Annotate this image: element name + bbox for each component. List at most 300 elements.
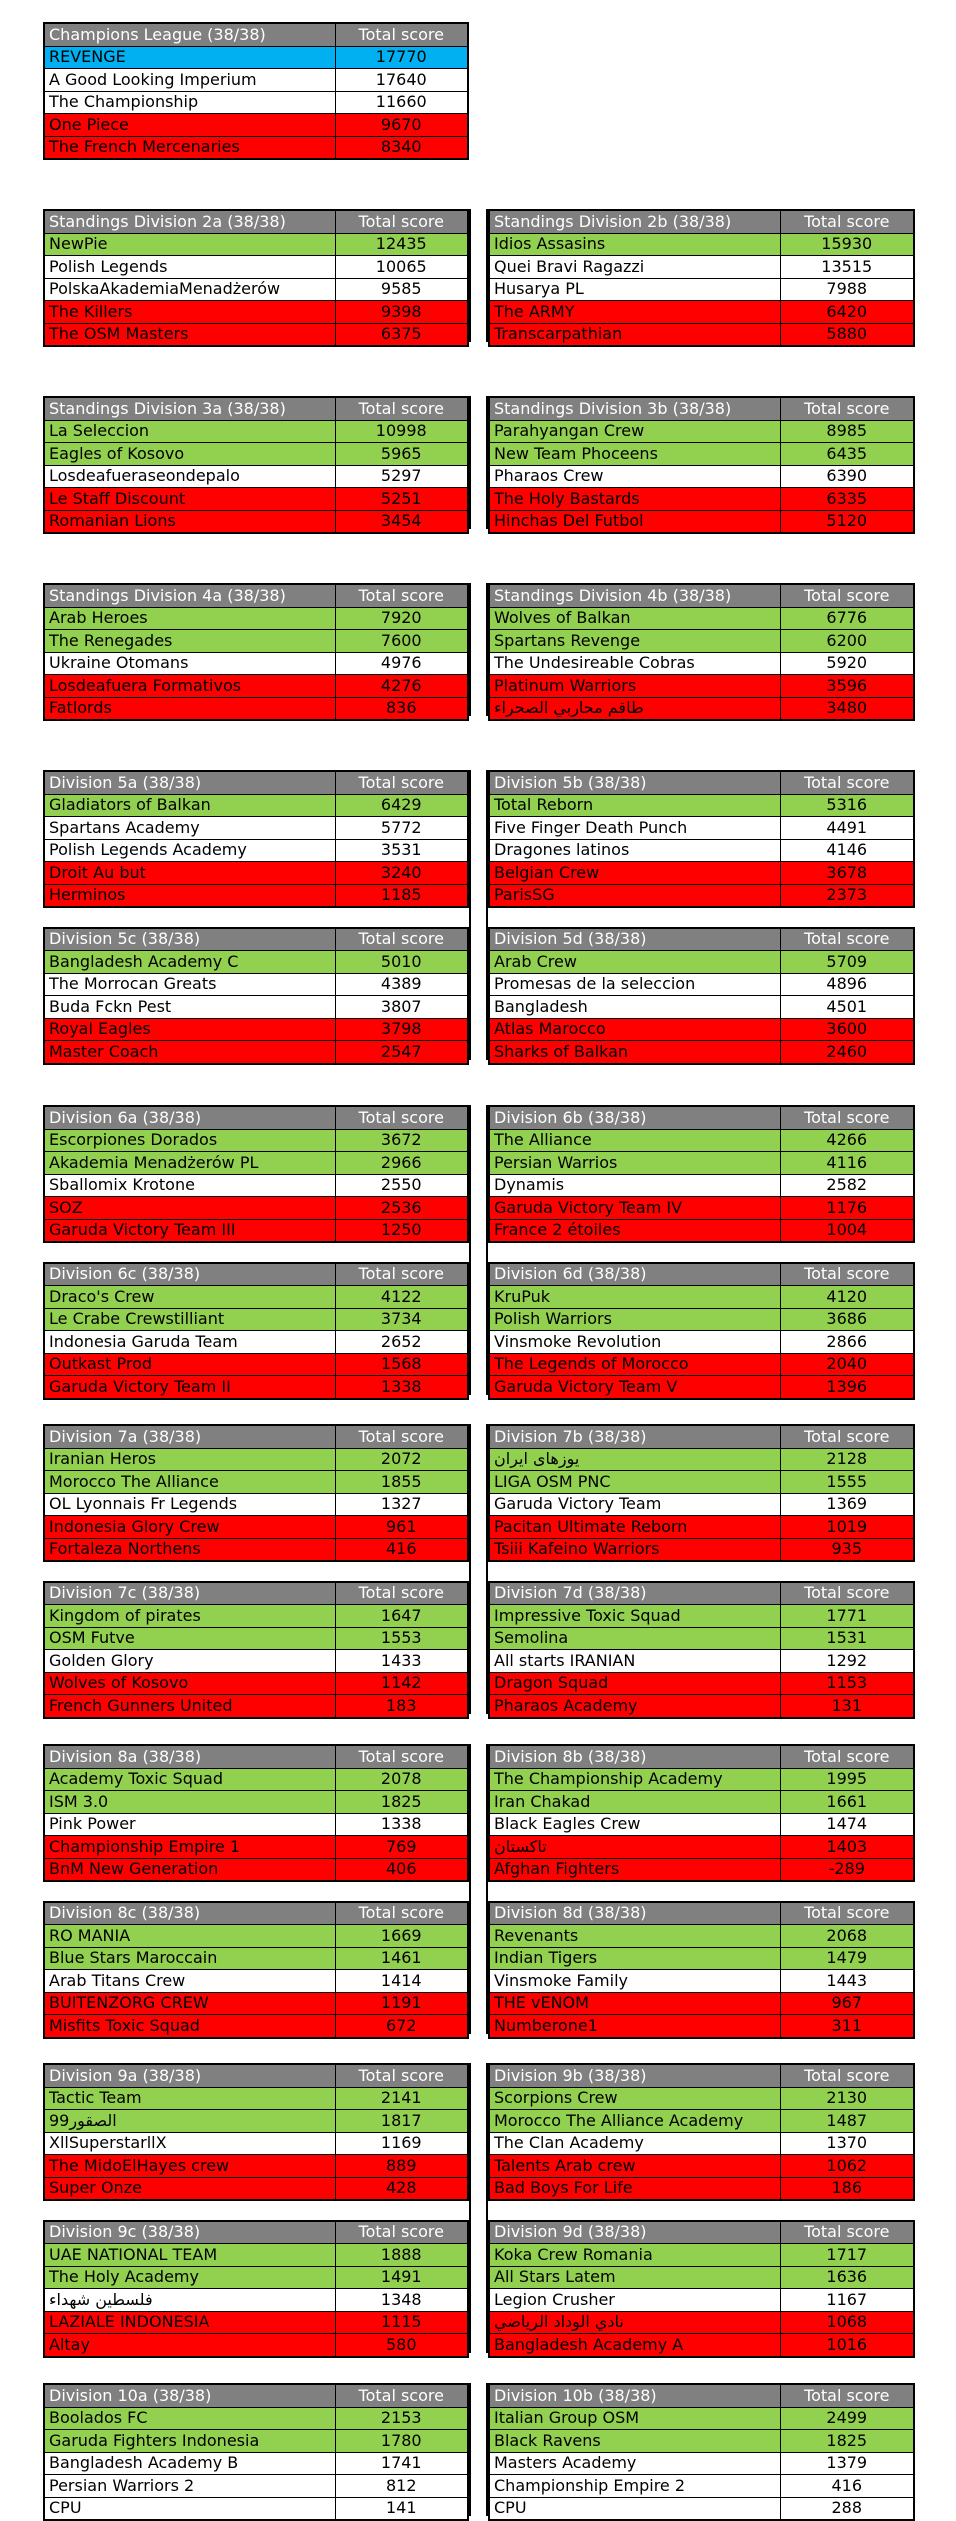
division-title: Division 5a (38/38): [44, 771, 335, 794]
team-score: 1370: [780, 2132, 914, 2155]
table-row: [489, 1672, 914, 1695]
team-name: Golden Glory: [44, 1650, 335, 1673]
team-name: The Morrocan Greats: [44, 973, 335, 996]
table-row: [489, 884, 914, 907]
team-name: Bangladesh: [489, 996, 780, 1019]
team-score: 2068: [780, 1925, 914, 1948]
team-score: 416: [335, 1538, 468, 1561]
team-name: REVENGE: [44, 46, 335, 69]
team-score: 1780: [335, 2430, 468, 2453]
team-name: Escorpiones Dorados: [44, 1129, 335, 1152]
team-score: 2078: [335, 1768, 468, 1791]
team-score: 4976: [335, 652, 468, 675]
team-score: 5709: [780, 951, 914, 974]
division-table-left: [43, 2220, 469, 2358]
table-row: [489, 973, 914, 996]
division-title: Champions League (38/38): [44, 23, 335, 46]
team-score: 1327: [335, 1493, 468, 1516]
table-row: [44, 697, 468, 720]
table-row: [44, 1152, 468, 1175]
score-column-header: Total score: [780, 1902, 914, 1925]
team-score: 8985: [780, 420, 914, 443]
team-score: 672: [335, 2015, 468, 2038]
team-name: Pharaos Crew: [489, 465, 780, 488]
team-name: Eagles of Kosovo: [44, 443, 335, 466]
table-row: [44, 1041, 468, 1064]
team-name: Afghan Fighters: [489, 1858, 780, 1881]
team-name: ISM 3.0: [44, 1791, 335, 1814]
team-name: Garuda Victory Team IV: [489, 1197, 780, 1220]
team-score: 3734: [335, 1308, 468, 1331]
score-column-header: Total score: [335, 2384, 468, 2407]
team-score: 1379: [780, 2452, 914, 2475]
team-score: 3454: [335, 510, 468, 533]
team-score: 1661: [780, 1791, 914, 1814]
division-title: Division 6b (38/38): [489, 1106, 780, 1129]
team-score: 1396: [780, 1376, 914, 1399]
score-column-header: Total score: [780, 1582, 914, 1605]
table-row: [44, 1331, 468, 1354]
table-row: [44, 1947, 468, 1970]
team-name: Revenants: [489, 1925, 780, 1948]
team-name: Losdeafuera Formativos: [44, 675, 335, 698]
score-column-header: Total score: [335, 1263, 468, 1286]
team-score: 3798: [335, 1018, 468, 1041]
team-score: 2536: [335, 1197, 468, 1220]
team-score: 17770: [335, 46, 468, 69]
table-row: [44, 1627, 468, 1650]
team-name: The Championship Academy: [489, 1768, 780, 1791]
table-row: [489, 1538, 914, 1561]
team-name: نادي الوداد الرياضي: [489, 2311, 780, 2334]
team-name: PolskaAkademiaMenadżerów: [44, 278, 335, 301]
team-name: Akademia Menadżerów PL: [44, 1152, 335, 1175]
team-score: 935: [780, 1538, 914, 1561]
team-name: OSM Futve: [44, 1627, 335, 1650]
team-score: 183: [335, 1695, 468, 1718]
team-score: 1741: [335, 2452, 468, 2475]
table-row: [44, 1018, 468, 1041]
division-table-right: [488, 209, 915, 347]
team-name: Persian Warrios: [489, 1152, 780, 1175]
table-row: [44, 2497, 468, 2520]
table-row: [44, 1791, 468, 1814]
team-name: Misfits Toxic Squad: [44, 2015, 335, 2038]
table-row: [44, 46, 468, 69]
team-score: 580: [335, 2334, 468, 2357]
team-score: 5297: [335, 465, 468, 488]
team-name: Husarya PL: [489, 278, 780, 301]
team-name: The Alliance: [489, 1129, 780, 1152]
team-score: 1531: [780, 1627, 914, 1650]
team-name: UAE NATIONAL TEAM: [44, 2244, 335, 2267]
team-name: Iran Chakad: [489, 1791, 780, 1814]
table-row: [489, 2244, 914, 2267]
table-row: [489, 2132, 914, 2155]
table-row: [44, 839, 468, 862]
team-score: 967: [780, 1992, 914, 2015]
division-title: Standings Division 3b (38/38): [489, 397, 780, 420]
team-score: 7988: [780, 278, 914, 301]
table-row: [44, 256, 468, 279]
table-row: [489, 1152, 914, 1175]
table-row: [489, 951, 914, 974]
table-row: [44, 114, 468, 137]
team-name: Pink Power: [44, 1813, 335, 1836]
team-name: Idios Assasins: [489, 233, 780, 256]
team-name: Talents Arab crew: [489, 2155, 780, 2178]
table-row: [489, 1836, 914, 1859]
team-score: 4120: [780, 1286, 914, 1309]
table-row: [489, 1376, 914, 1399]
score-column-header: Total score: [335, 397, 468, 420]
team-score: 141: [335, 2497, 468, 2520]
score-column-header: Total score: [780, 2384, 914, 2407]
column-divider: [469, 1744, 488, 2034]
team-score: 2153: [335, 2407, 468, 2430]
table-row: [44, 510, 468, 533]
team-score: 2130: [780, 2087, 914, 2110]
team-score: 17640: [335, 69, 468, 92]
division-title: Division 6d (38/38): [489, 1263, 780, 1286]
team-score: 1403: [780, 1836, 914, 1859]
team-score: 1855: [335, 1471, 468, 1494]
table-row: [489, 420, 914, 443]
column-divider: [469, 770, 488, 1060]
division-title: Division 5d (38/38): [489, 928, 780, 951]
division-table-left: [43, 1744, 469, 1882]
team-name: Garuda Victory Team V: [489, 1376, 780, 1399]
team-score: 4146: [780, 839, 914, 862]
team-name: The MidoElHayes crew: [44, 2155, 335, 2178]
team-name: Parahyangan Crew: [489, 420, 780, 443]
team-name: Vinsmoke Revolution: [489, 1331, 780, 1354]
team-score: 7600: [335, 630, 468, 653]
team-name: Atlas Marocco: [489, 1018, 780, 1041]
team-name: Arab Crew: [489, 951, 780, 974]
division-title: Standings Division 2b (38/38): [489, 210, 780, 233]
team-score: 6776: [780, 607, 914, 630]
table-row: [489, 1516, 914, 1539]
score-column-header: Total score: [335, 1745, 468, 1768]
table-row: [44, 2407, 468, 2430]
table-row: [44, 233, 468, 256]
team-score: 2582: [780, 1174, 914, 1197]
team-name: Total Reborn: [489, 794, 780, 817]
team-score: 1169: [335, 2132, 468, 2155]
table-row: [44, 652, 468, 675]
team-score: 769: [335, 1836, 468, 1859]
team-name: XllSuperstarllX: [44, 2132, 335, 2155]
table-row: [44, 951, 468, 974]
table-row: [489, 1925, 914, 1948]
team-score: 3531: [335, 839, 468, 862]
team-score: 2652: [335, 1331, 468, 1354]
score-column-header: Total score: [780, 1425, 914, 1448]
team-score: 1019: [780, 1516, 914, 1539]
table-row: [44, 862, 468, 885]
team-name: The Undesireable Cobras: [489, 652, 780, 675]
table-row: [44, 1836, 468, 1859]
team-name: Buda Fckn Pest: [44, 996, 335, 1019]
team-name: Le Staff Discount: [44, 488, 335, 511]
table-row: [489, 2311, 914, 2334]
division-title: Division 7d (38/38): [489, 1582, 780, 1605]
team-score: 3686: [780, 1308, 914, 1331]
table-row: [44, 1650, 468, 1673]
team-score: 3807: [335, 996, 468, 1019]
table-row: [44, 817, 468, 840]
team-score: 812: [335, 2475, 468, 2498]
team-score: -289: [780, 1858, 914, 1881]
team-score: 1338: [335, 1813, 468, 1836]
division-title: Division 6a (38/38): [44, 1106, 335, 1129]
team-name: Master Coach: [44, 1041, 335, 1064]
team-name: تاکستان: [489, 1836, 780, 1859]
team-score: 10065: [335, 256, 468, 279]
team-name: Spartans Revenge: [489, 630, 780, 653]
column-divider: [469, 1424, 488, 1714]
team-score: 4491: [780, 817, 914, 840]
team-score: 311: [780, 2015, 914, 2038]
team-name: Boolados FC: [44, 2407, 335, 2430]
team-name: Legion Crusher: [489, 2289, 780, 2312]
division-table-left: [43, 1901, 469, 2039]
team-name: The Renegades: [44, 630, 335, 653]
score-column-header: Total score: [780, 928, 914, 951]
team-score: 1771: [780, 1605, 914, 1628]
team-name: Polish Warriors: [489, 1308, 780, 1331]
team-name: All Stars Latem: [489, 2266, 780, 2289]
table-row: [44, 278, 468, 301]
table-row: [489, 2087, 914, 2110]
team-name: Le Crabe Crewstilliant: [44, 1308, 335, 1331]
table-row: [489, 1308, 914, 1331]
division-title: Division 10a (38/38): [44, 2384, 335, 2407]
table-row: [44, 1448, 468, 1471]
division-title: Standings Division 4b (38/38): [489, 584, 780, 607]
table-row: [44, 2334, 468, 2357]
table-row: [44, 1768, 468, 1791]
table-row: [44, 2110, 468, 2133]
team-score: 1669: [335, 1925, 468, 1948]
team-score: 6435: [780, 443, 914, 466]
table-row: [489, 794, 914, 817]
team-name: New Team Phoceens: [489, 443, 780, 466]
score-column-header: Total score: [780, 210, 914, 233]
team-score: 9585: [335, 278, 468, 301]
team-name: Dragones latinos: [489, 839, 780, 862]
team-score: 1068: [780, 2311, 914, 2334]
team-name: Spartans Academy: [44, 817, 335, 840]
table-row: [44, 1286, 468, 1309]
table-row: [489, 233, 914, 256]
score-column-header: Total score: [780, 771, 914, 794]
table-row: [44, 2452, 468, 2475]
table-row: [489, 652, 914, 675]
division-title: Standings Division 2a (38/38): [44, 210, 335, 233]
table-row: [489, 1041, 914, 1064]
division-table-right: [488, 583, 915, 721]
table-row: [44, 2266, 468, 2289]
division-title: Division 9a (38/38): [44, 2064, 335, 2087]
score-column-header: Total score: [780, 2221, 914, 2244]
team-score: 1369: [780, 1493, 914, 1516]
division-table-right: [488, 1581, 915, 1719]
table-row: [489, 278, 914, 301]
column-divider: [469, 583, 488, 716]
team-name: Arab Titans Crew: [44, 1970, 335, 1993]
team-score: 2072: [335, 1448, 468, 1471]
table-row: [44, 420, 468, 443]
table-row: [44, 794, 468, 817]
team-name: Masters Academy: [489, 2452, 780, 2475]
score-column-header: Total score: [335, 23, 468, 46]
team-name: Morocco The Alliance Academy: [489, 2110, 780, 2133]
team-name: Koka Crew Romania: [489, 2244, 780, 2267]
team-score: 1016: [780, 2334, 914, 2357]
table-row: [44, 973, 468, 996]
table-row: [44, 1672, 468, 1695]
team-name: Outkast Prod: [44, 1353, 335, 1376]
team-name: Polish Legends Academy: [44, 839, 335, 862]
team-name: Wolves of Balkan: [489, 607, 780, 630]
table-row: [489, 1018, 914, 1041]
table-row: [44, 1308, 468, 1331]
table-row: [44, 2155, 468, 2178]
division-table-right: [488, 1901, 915, 2039]
team-name: Gladiators of Balkan: [44, 794, 335, 817]
team-score: 6429: [335, 794, 468, 817]
table-row: [489, 2177, 914, 2200]
team-name: LIGA OSM PNC: [489, 1471, 780, 1494]
table-row: [489, 817, 914, 840]
team-score: 4122: [335, 1286, 468, 1309]
division-table-right: [488, 1744, 915, 1882]
team-name: La Seleccion: [44, 420, 335, 443]
team-score: 5772: [335, 817, 468, 840]
table-row: [489, 607, 914, 630]
team-score: 4896: [780, 973, 914, 996]
team-name: Garuda Fighters Indonesia: [44, 2430, 335, 2453]
table-row: [489, 1791, 914, 1814]
team-score: 889: [335, 2155, 468, 2178]
table-row: [44, 69, 468, 92]
table-row: [44, 996, 468, 1019]
team-score: 1115: [335, 2311, 468, 2334]
team-name: All starts IRANIAN: [489, 1650, 780, 1673]
team-score: 1717: [780, 2244, 914, 2267]
division-title: Standings Division 4a (38/38): [44, 584, 335, 607]
column-divider: [469, 2063, 488, 2353]
team-score: 1443: [780, 1970, 914, 1993]
team-name: Fortaleza Northens: [44, 1538, 335, 1561]
table-row: [489, 1768, 914, 1791]
team-name: Wolves of Kosovo: [44, 1672, 335, 1695]
team-name: The ARMY: [489, 301, 780, 324]
team-score: 1461: [335, 1947, 468, 1970]
team-name: THE vENOM: [489, 1992, 780, 2015]
team-name: Tactic Team: [44, 2087, 335, 2110]
division-table-left: [43, 1424, 469, 1562]
team-name: Dragon Squad: [489, 1672, 780, 1695]
team-score: 5965: [335, 443, 468, 466]
column-divider: [469, 1105, 488, 1395]
table-row: [489, 1286, 914, 1309]
team-name: RO MANIA: [44, 1925, 335, 1948]
team-name: Sharks of Balkan: [489, 1041, 780, 1064]
table-row: [489, 862, 914, 885]
team-name: Altay: [44, 2334, 335, 2357]
table-row: [44, 1376, 468, 1399]
table-row: [489, 323, 914, 346]
team-name: Persian Warriors 2: [44, 2475, 335, 2498]
team-name: CPU: [489, 2497, 780, 2520]
team-name: Championship Empire 2: [489, 2475, 780, 2498]
column-divider: [469, 209, 488, 342]
team-score: 5316: [780, 794, 914, 817]
team-score: 2128: [780, 1448, 914, 1471]
team-name: The Holy Academy: [44, 2266, 335, 2289]
division-table-right: [488, 2220, 915, 2358]
table-row: [44, 1858, 468, 1881]
team-score: 15930: [780, 233, 914, 256]
team-score: 4116: [780, 1152, 914, 1175]
team-score: 1474: [780, 1813, 914, 1836]
table-row: [489, 697, 914, 720]
team-name: Garuda Victory Team: [489, 1493, 780, 1516]
table-row: [489, 1858, 914, 1881]
team-name: Platinum Warriors: [489, 675, 780, 698]
score-column-header: Total score: [335, 2064, 468, 2087]
team-score: 1250: [335, 1219, 468, 1242]
division-table-left: [43, 209, 469, 347]
team-score: 288: [780, 2497, 914, 2520]
team-name: Pacitan Ultimate Reborn: [489, 1516, 780, 1539]
team-score: 5251: [335, 488, 468, 511]
division-table-left: [43, 2383, 469, 2521]
table-row: [489, 488, 914, 511]
table-row: [44, 675, 468, 698]
team-name: French Gunners United: [44, 1695, 335, 1718]
team-score: 1338: [335, 1376, 468, 1399]
team-score: 1995: [780, 1768, 914, 1791]
table-row: [489, 2334, 914, 2357]
team-score: 1487: [780, 2110, 914, 2133]
team-score: 6200: [780, 630, 914, 653]
team-name: France 2 étoiles: [489, 1219, 780, 1242]
team-score: 4501: [780, 996, 914, 1019]
team-name: Royal Eagles: [44, 1018, 335, 1041]
team-score: 1414: [335, 1970, 468, 1993]
team-name: یوزهای ایران: [489, 1448, 780, 1471]
division-table-right: [488, 2383, 915, 2521]
score-column-header: Total score: [780, 397, 914, 420]
team-score: 1888: [335, 2244, 468, 2267]
division-title: Standings Division 3a (38/38): [44, 397, 335, 420]
table-row: [44, 136, 468, 159]
team-name: CPU: [44, 2497, 335, 2520]
team-name: Scorpions Crew: [489, 2087, 780, 2110]
team-score: 5120: [780, 510, 914, 533]
team-name: Bangladesh Academy B: [44, 2452, 335, 2475]
team-score: 1433: [335, 1650, 468, 1673]
team-score: 2547: [335, 1041, 468, 1064]
team-name: Sballomix Krotone: [44, 1174, 335, 1197]
division-table-right: [488, 396, 915, 534]
team-name: Academy Toxic Squad: [44, 1768, 335, 1791]
table-row: [44, 1992, 468, 2015]
